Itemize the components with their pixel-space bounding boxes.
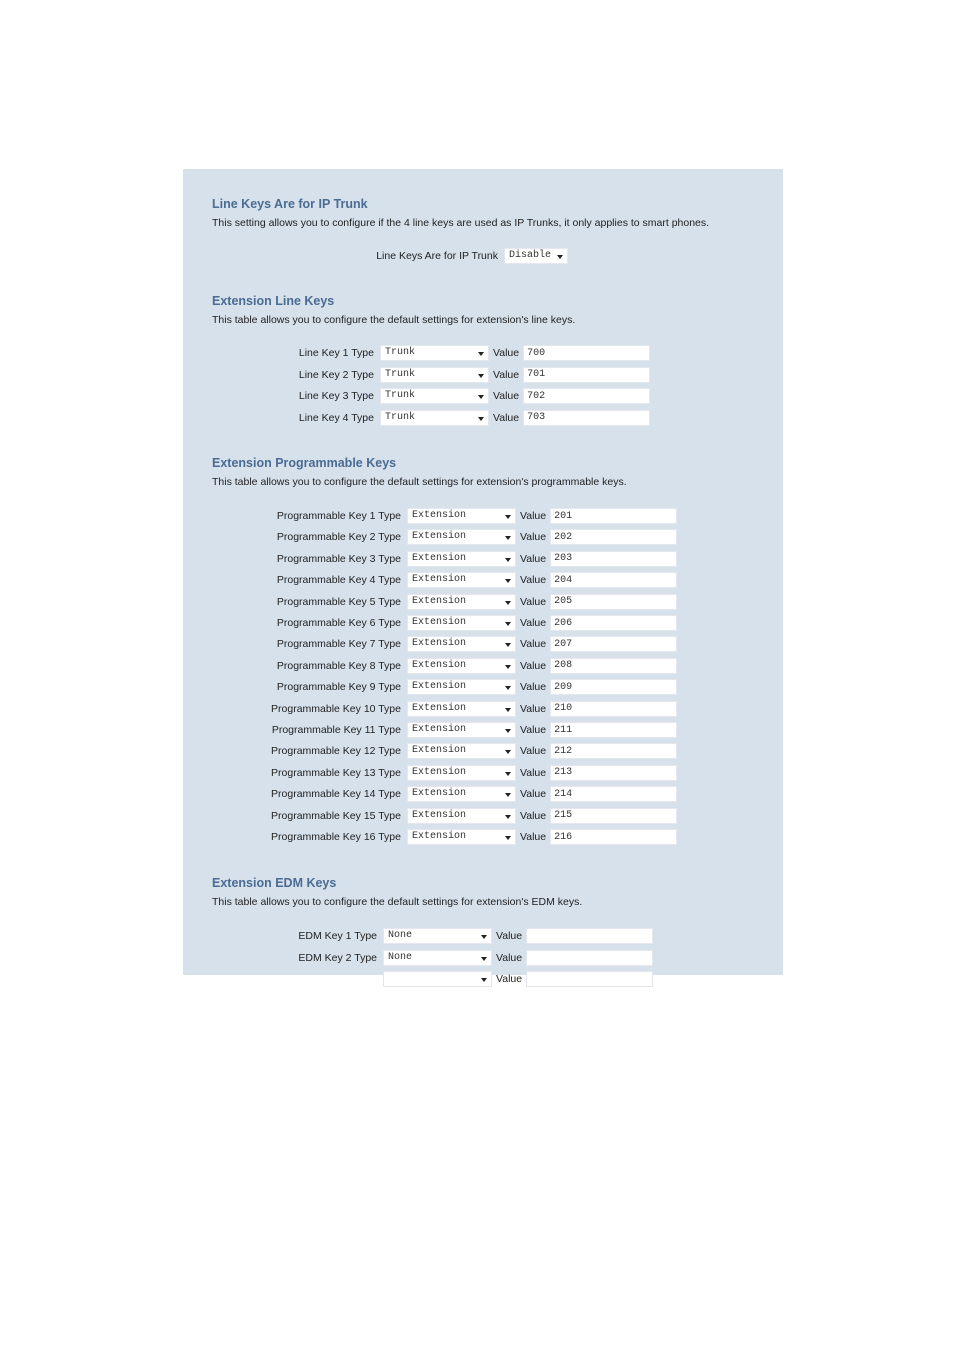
- ip-trunk-select[interactable]: [504, 248, 568, 264]
- settings-panel: [183, 169, 783, 985]
- programmable-key-type-select[interactable]: [407, 636, 516, 652]
- chevron-down-icon: [505, 558, 511, 562]
- programmable-key-type-value: Extension: [412, 788, 467, 800]
- programmable-key-row: [183, 785, 677, 803]
- chevron-down-icon: [505, 536, 511, 540]
- edm-key-type-value: None: [388, 951, 413, 963]
- chevron-down-icon: [505, 815, 511, 819]
- edm-keys-title: Extension EDM Keys: [212, 876, 337, 890]
- programmable-key-type-value: Extension: [412, 681, 467, 693]
- programmable-key-value-input[interactable]: [550, 808, 677, 824]
- programmable-key-value-input[interactable]: [550, 594, 677, 610]
- programmable-key-type-select[interactable]: [407, 572, 516, 588]
- programmable-key-value-label: Value: [520, 788, 547, 801]
- programmable-key-type-value: Extension: [412, 766, 467, 778]
- edm-key-row: [183, 949, 653, 967]
- chevron-down-icon: [505, 793, 511, 797]
- programmable-key-type-select[interactable]: [407, 551, 516, 567]
- edm-key-value-input[interactable]: [526, 950, 653, 966]
- line-key-type-value: Trunk: [385, 368, 416, 380]
- chevron-down-icon: [505, 708, 511, 712]
- programmable-key-value-label: Value: [520, 574, 547, 587]
- programmable-key-type-value: Extension: [412, 574, 467, 586]
- line-key-type-label: Line Key 2 Type: [298, 368, 374, 381]
- line-key-value-label: Value: [493, 368, 520, 381]
- programmable-key-type-value: Extension: [412, 659, 467, 671]
- edm-keys-section: [212, 876, 772, 909]
- ip-trunk-section: [212, 197, 772, 230]
- programmable-key-value-input[interactable]: [550, 829, 677, 845]
- edm-keys-description: This table allows you to configure the default settings for extension's EDM keys.: [212, 896, 583, 908]
- line-key-row: [183, 366, 650, 384]
- programmable-key-value-label: Value: [520, 552, 547, 565]
- programmable-key-type-label: Programmable Key 13 Type: [271, 766, 401, 779]
- line-key-type-label: Line Key 3 Type: [298, 390, 374, 402]
- programmable-key-value-input[interactable]: [550, 786, 677, 802]
- programmable-key-type-value: Extension: [412, 745, 467, 757]
- programmable-key-row: [183, 528, 677, 546]
- programmable-key-type-select[interactable]: [407, 594, 516, 610]
- line-key-value-input[interactable]: [523, 367, 650, 383]
- programmable-key-type-value: Extension: [412, 809, 467, 821]
- programmable-key-type-value: Extension: [412, 552, 467, 564]
- chevron-down-icon: [505, 686, 511, 690]
- programmable-key-value-input[interactable]: [550, 508, 677, 524]
- line-key-row: [183, 344, 650, 362]
- line-keys-description: This table allows you to configure the default settings for extension's line keys.: [212, 314, 576, 326]
- programmable-key-value-input[interactable]: [550, 701, 677, 717]
- chevron-down-icon: [505, 515, 511, 519]
- programmable-key-type-value: Extension: [412, 531, 467, 543]
- programmable-key-value-input[interactable]: [550, 636, 677, 652]
- chevron-down-icon: [505, 601, 511, 605]
- edm-key-value-input[interactable]: [526, 928, 653, 944]
- programmable-key-value-input[interactable]: [550, 572, 677, 588]
- programmable-key-type-label: Programmable Key 4 Type: [276, 574, 401, 587]
- line-keys-title: Extension Line Keys: [212, 294, 335, 308]
- programmable-key-type-value: Extension: [412, 595, 467, 607]
- programmable-key-value-label: Value: [520, 745, 547, 758]
- chevron-down-icon: [505, 729, 511, 733]
- line-keys-section: [212, 294, 772, 327]
- programmable-key-row: [183, 635, 677, 653]
- programmable-key-row: [183, 657, 677, 675]
- edm-key-type-select[interactable]: [383, 928, 492, 944]
- programmable-key-value-label: Value: [520, 510, 547, 522]
- programmable-key-type-select[interactable]: [407, 701, 516, 717]
- edm-key-type-select[interactable]: [383, 971, 492, 987]
- programmable-key-value-input[interactable]: [550, 615, 677, 631]
- chevron-down-icon: [557, 255, 563, 259]
- line-key-type-select[interactable]: [380, 410, 489, 426]
- chevron-down-icon: [505, 750, 511, 754]
- chevron-down-icon: [505, 665, 511, 669]
- programmable-key-value-input[interactable]: [550, 551, 677, 567]
- programmable-key-type-label: Programmable Key 16 Type: [271, 831, 401, 843]
- line-key-type-label: Line Key 1 Type: [298, 347, 374, 359]
- programmable-key-value-input[interactable]: [550, 722, 677, 738]
- programmable-key-value-label: Value: [520, 681, 547, 694]
- chevron-down-icon: [478, 417, 484, 421]
- line-key-type-value: Trunk: [385, 390, 416, 401]
- programmable-key-type-value: Extension: [412, 617, 467, 628]
- programmable-key-type-select[interactable]: [407, 743, 516, 759]
- programmable-key-type-label: Programmable Key 14 Type: [271, 788, 401, 801]
- programmable-key-value-label: Value: [520, 702, 547, 715]
- edm-key-type-select[interactable]: [383, 950, 492, 966]
- programmable-key-row: [183, 700, 677, 718]
- programmable-key-row: [183, 764, 677, 782]
- programmable-key-type-label: Programmable Key 11 Type: [271, 724, 401, 736]
- line-key-value-label: Value: [493, 390, 520, 402]
- programmable-key-row: [183, 593, 677, 611]
- programmable-key-value-input[interactable]: [550, 765, 677, 781]
- programmable-key-value-label: Value: [520, 724, 547, 736]
- programmable-key-type-label: Programmable Key 7 Type: [276, 638, 401, 651]
- programmable-key-value-input[interactable]: [550, 679, 677, 695]
- line-key-type-select[interactable]: [380, 345, 489, 361]
- programmable-key-row: [183, 828, 677, 846]
- chevron-down-icon: [478, 352, 484, 356]
- programmable-key-type-label: Programmable Key 9 Type: [276, 681, 401, 694]
- programmable-key-value-label: Value: [520, 595, 547, 608]
- programmable-key-value-label: Value: [520, 638, 547, 651]
- programmable-key-type-label: Programmable Key 10 Type: [271, 702, 401, 715]
- programmable-key-type-value: Extension: [412, 638, 467, 650]
- line-key-value-label: Value: [493, 411, 520, 424]
- programmable-key-type-label: Programmable Key 15 Type: [271, 809, 401, 822]
- edm-key-value-label: Value: [496, 973, 523, 985]
- programmable-key-type-select[interactable]: [407, 658, 516, 674]
- chevron-down-icon: [481, 957, 487, 961]
- programmable-keys-title: Extension Programmable Keys: [212, 456, 397, 470]
- chevron-down-icon: [481, 978, 487, 982]
- programmable-key-type-label: Programmable Key 5 Type: [276, 595, 401, 608]
- programmable-key-type-value: Extension: [412, 831, 467, 842]
- programmable-key-row: [183, 550, 677, 568]
- programmable-key-type-label: Programmable Key 8 Type: [276, 659, 401, 672]
- chevron-down-icon: [478, 374, 484, 378]
- programmable-key-row: [183, 807, 677, 825]
- ip-trunk-description: This setting allows you to configure if the 4 line keys are used as IP Trunks, it only applies to smart phones.: [212, 217, 710, 229]
- programmable-key-type-value: Extension: [412, 724, 467, 735]
- ip-trunk-title: Line Keys Are for IP Trunk: [212, 197, 368, 211]
- line-key-value-input[interactable]: [523, 345, 650, 361]
- chevron-down-icon: [478, 395, 484, 399]
- programmable-key-value-input[interactable]: [550, 743, 677, 759]
- line-key-type-label: Line Key 4 Type: [298, 411, 374, 424]
- programmable-key-value-input[interactable]: [550, 529, 677, 545]
- edm-key-value-label: Value: [496, 930, 523, 942]
- line-key-type-select[interactable]: [380, 388, 489, 404]
- programmable-key-type-select[interactable]: [407, 786, 516, 802]
- programmable-key-row: [183, 571, 677, 589]
- chevron-down-icon: [505, 579, 511, 583]
- programmable-key-type-select[interactable]: [407, 722, 516, 738]
- ip-trunk-label: Line Keys Are for IP Trunk: [376, 250, 498, 262]
- programmable-key-row: [183, 742, 677, 760]
- programmable-keys-description: This table allows you to configure the default settings for extension's programmable keys.: [212, 476, 627, 488]
- edm-key-row: [183, 970, 653, 988]
- programmable-key-row: [183, 507, 677, 525]
- edm-key-type-value: None: [388, 930, 413, 941]
- chevron-down-icon: [505, 622, 511, 626]
- edm-key-type-label: EDM Key 1 Type: [298, 930, 377, 942]
- programmable-key-type-label: Programmable Key 6 Type: [276, 617, 401, 629]
- programmable-key-type-label: Programmable Key 1 Type: [276, 510, 401, 522]
- programmable-key-value-label: Value: [520, 531, 547, 544]
- line-key-type-select[interactable]: [380, 367, 489, 383]
- programmable-key-type-select[interactable]: [407, 615, 516, 631]
- line-key-row: [183, 387, 650, 405]
- edm-key-value-label: Value: [496, 951, 523, 964]
- programmable-key-type-value: Extension: [412, 702, 467, 714]
- programmable-key-row: [183, 614, 677, 632]
- programmable-key-value-label: Value: [520, 809, 547, 822]
- programmable-key-type-select[interactable]: [407, 808, 516, 824]
- chevron-down-icon: [505, 836, 511, 840]
- edm-key-type-label: EDM Key 2 Type: [298, 951, 377, 964]
- edm-key-value-input[interactable]: [526, 971, 653, 987]
- programmable-key-type-label: Programmable Key 12 Type: [271, 745, 401, 758]
- programmable-key-value-label: Value: [520, 766, 547, 779]
- edm-key-row: [183, 927, 653, 945]
- programmable-key-value-label: Value: [520, 831, 547, 843]
- programmable-key-type-select[interactable]: [407, 679, 516, 695]
- chevron-down-icon: [505, 772, 511, 776]
- programmable-key-value-label: Value: [520, 659, 547, 672]
- programmable-key-row: [183, 678, 677, 696]
- programmable-key-type-select[interactable]: [407, 508, 516, 524]
- line-key-row: [183, 409, 650, 427]
- programmable-key-type-select[interactable]: [407, 765, 516, 781]
- programmable-key-row: [183, 721, 677, 739]
- programmable-key-value-input[interactable]: [550, 658, 677, 674]
- chevron-down-icon: [505, 643, 511, 647]
- programmable-key-type-select[interactable]: [407, 829, 516, 845]
- chevron-down-icon: [481, 935, 487, 939]
- line-key-value-input[interactable]: [523, 388, 650, 404]
- programmable-key-type-label: Programmable Key 2 Type: [276, 531, 401, 544]
- line-key-value-label: Value: [493, 347, 520, 359]
- ip-trunk-select-value: Disable: [509, 250, 552, 261]
- programmable-key-type-select[interactable]: [407, 529, 516, 545]
- programmable-keys-section: [212, 456, 772, 489]
- ip-trunk-row: [183, 247, 783, 265]
- programmable-key-type-label: Programmable Key 3 Type: [276, 552, 401, 565]
- line-key-type-value: Trunk: [385, 347, 416, 358]
- line-key-value-input[interactable]: [523, 410, 650, 426]
- programmable-key-type-value: Extension: [412, 510, 467, 521]
- line-key-type-value: Trunk: [385, 411, 416, 423]
- programmable-key-value-label: Value: [520, 617, 547, 629]
